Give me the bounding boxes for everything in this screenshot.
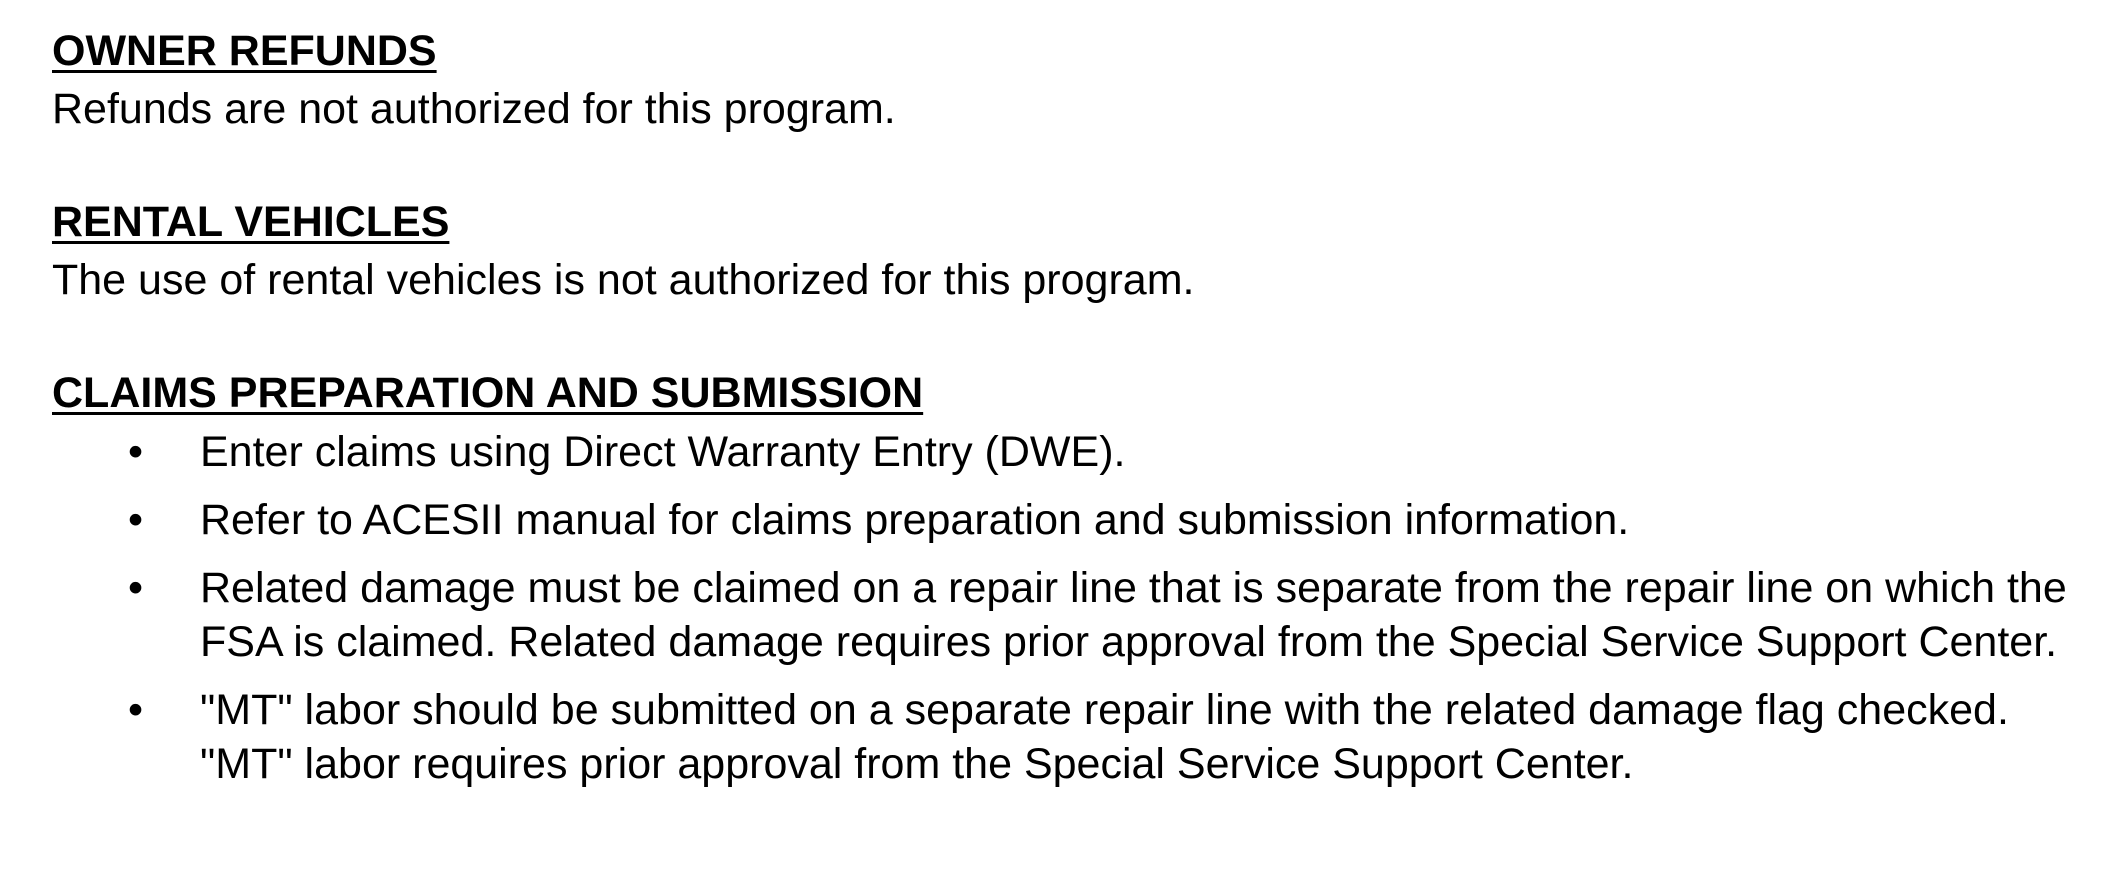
claims-bullet-list — [52, 425, 2092, 791]
section-owner-refunds — [52, 22, 2092, 138]
bullet-icon: • — [128, 496, 144, 544]
list-item — [52, 683, 2092, 791]
list-item — [52, 561, 2092, 669]
heading-owner-refunds: OWNER REFUNDS — [52, 27, 437, 75]
section-claims-preparation — [52, 364, 2092, 791]
heading-claims-preparation: CLAIMS PREPARATION AND SUBMISSION — [52, 369, 924, 417]
bullet-icon: • — [128, 686, 144, 734]
heading-rental-vehicles: RENTAL VEHICLES — [52, 198, 450, 246]
bullet-icon: • — [128, 428, 144, 476]
list-item — [52, 425, 2092, 479]
bullet-text: "MT" labor should be submitted on a separate repair line with the related damage flag checked. "MT" labor requires prior approval from the Special Service Support Center. — [200, 686, 2009, 788]
document-page — [52, 22, 2092, 805]
bullet-icon: • — [128, 564, 144, 612]
bullet-text: Enter claims using Direct Warranty Entry (DWE). — [200, 428, 1126, 476]
bullet-text: Refer to ACESII manual for claims preparation and submission information. — [200, 496, 1630, 544]
rental-vehicles-text: The use of rental vehicles is not authorized for this program. — [52, 256, 1195, 304]
section-rental-vehicles — [52, 193, 2092, 309]
bullet-text: Related damage must be claimed on a repair line that is separate from the repair line on which the FSA is claimed. Related damage requires prior approval from the Special Service Support Center. — [200, 564, 2067, 666]
list-item — [52, 493, 2092, 547]
owner-refunds-text: Refunds are not authorized for this program. — [52, 85, 896, 133]
